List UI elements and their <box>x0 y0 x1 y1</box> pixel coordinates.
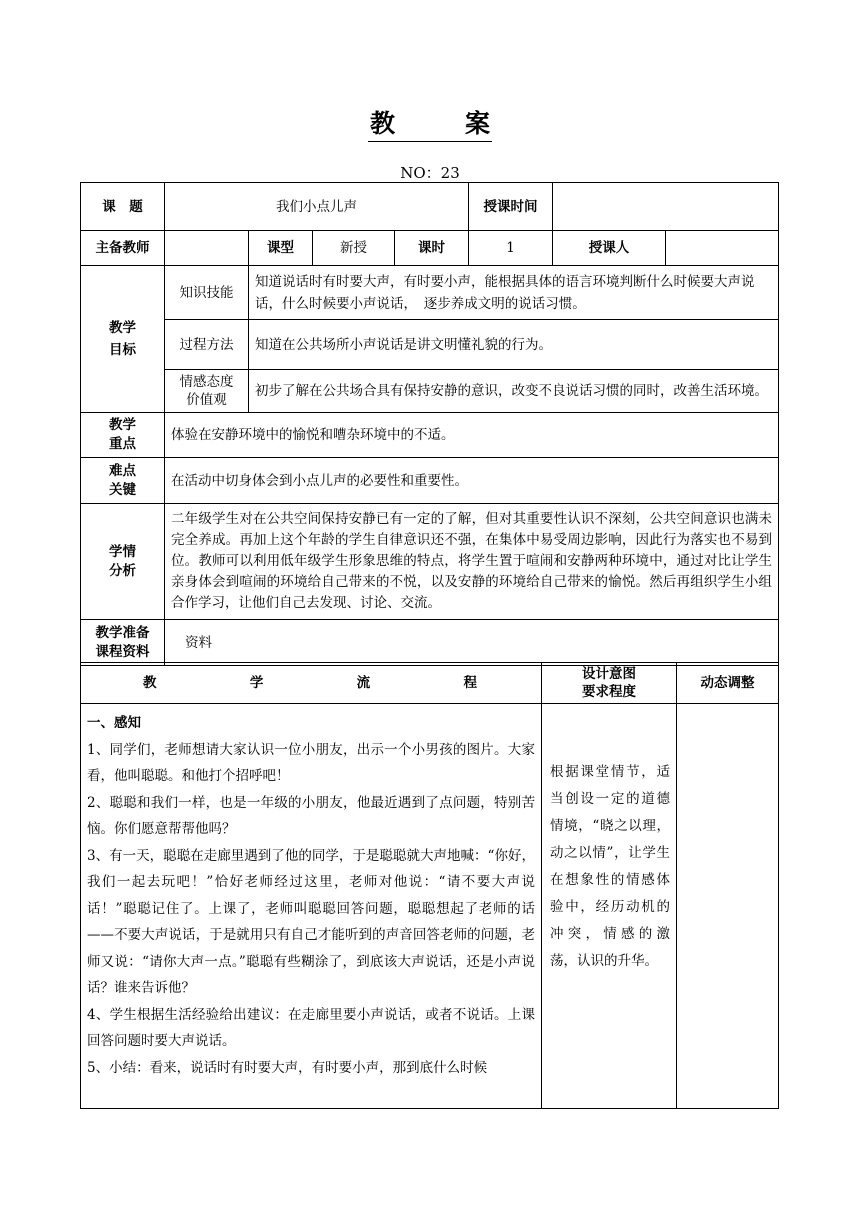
type-label: 课型 <box>249 231 313 266</box>
process-header-char: 学 <box>249 675 264 691</box>
key-points-row <box>81 413 779 458</box>
process-header-char: 流 <box>356 675 371 691</box>
process-header-char: 教 <box>143 675 157 691</box>
instructor-value[interactable] <box>666 231 779 266</box>
difficulties-text: 在活动中切身体会到小点儿声的必要性和重要性。 <box>165 458 779 504</box>
process-paragraph: 2、聪聪和我们一样，也是一年级的小朋友，他最近遇到了点问题，特别苦恼。你们愿意帮帮他吗？ <box>87 794 535 837</box>
title-right: 案 <box>465 109 491 138</box>
adjust-header: 动态调整 <box>677 663 779 704</box>
goal-process-label: 过程方法 <box>165 320 249 370</box>
process-header <box>81 663 542 704</box>
title-left: 教 <box>369 109 395 138</box>
goal-row-knowledge <box>81 266 779 320</box>
process-content <box>81 704 542 1109</box>
adjust-cell[interactable] <box>677 704 779 1109</box>
topic-row <box>81 183 779 231</box>
process-paragraph: 4、学生根据生活经验给出建议：在走廊里要小声说话，或者不说话。上课回答问题时要大声说话。 <box>87 1006 535 1049</box>
topic-label: 课 题 <box>81 183 165 231</box>
lead-teacher-label: 主备教师 <box>81 231 165 266</box>
document-number: NO：23 <box>400 164 460 182</box>
goal-row-attitude <box>81 370 779 413</box>
process-paragraph: 3、有一天，聪聪在走廊里遇到了他的同学，于是聪聪就大声地喊：“你好，我们一起去玩吧！”恰好老师经过这里，老师对他说：“请不要大声说话！”聪聪记住了。上课了，老师叫聪聪回答问题，聪聪想起了老师的话——不要大声说话，于是就用只有自己才能听到的声音回答老师的问题，老师又说：“请你大声一点。”聪聪有些糊涂了，到底该大声说话，还是小声说话？谁来告诉他？ <box>87 847 535 996</box>
topic-value: 我们小点儿声 <box>165 183 469 231</box>
period-label: 课时 <box>395 231 469 266</box>
process-paragraph: 5、小结：看来，说话时有时要大声，有时要小声，那到底什么时候 <box>87 1059 488 1076</box>
preparation-row <box>81 620 779 666</box>
flow-body-row <box>81 704 779 1109</box>
time-value[interactable] <box>553 183 779 231</box>
goal-attitude-text: 初步了解在公共场合具有保持安静的意识，改变不良说话习惯的同时，改善生活环境。 <box>249 370 779 413</box>
process-header-char: 程 <box>463 675 477 691</box>
goal-row-process <box>81 320 779 370</box>
period-value: 1 <box>469 231 553 266</box>
goals-label: 教学 目标 <box>81 266 165 413</box>
key-points-label: 教学 重点 <box>81 413 165 458</box>
type-value: 新授 <box>313 231 395 266</box>
intent-text: 根据课堂情节，适当创设一定的道德情境，“晓之以理，动之以情”，让学生在想象性的情感体验中，经历动机的冲突，情感的激荡，认识的升华。 <box>542 704 677 1109</box>
lesson-info-table <box>80 182 779 666</box>
goal-process-text: 知道在公共场所小声说话是讲文明懂礼貌的行为。 <box>249 320 779 370</box>
difficulties-label: 难点 关键 <box>81 458 165 504</box>
page-title <box>0 104 860 142</box>
goal-attitude-label: 情感态度 价值观 <box>165 370 249 413</box>
lead-teacher-value[interactable] <box>165 231 249 266</box>
time-label: 授课时间 <box>469 183 553 231</box>
analysis-label: 学情 分析 <box>81 504 165 620</box>
intent-header: 设计意图 要求程度 <box>542 663 677 704</box>
teacher-row <box>81 231 779 266</box>
instructor-label: 授课人 <box>553 231 666 266</box>
analysis-text: 二年级学生对在公共空间保持安静已有一定的了解，但对其重要性认识不深刻，公共空间意识也满未完全养成。再加上这个年龄的学生自律意识还不强，在集体中易受周边影响，因此行为落实也不易到位。教师可以利用低年级学生形象思维的特点，将学生置于喧闹和安静两种环境中，通过对比让学生亲身体会到喧闹的环境给自己带来的不悦，以及安静的环境给自己带来的愉悦。然后再组织学生小组合作学习，让他们自己去发现、讨论、交流。 <box>165 504 779 620</box>
section-heading: 一、感知 <box>87 715 141 731</box>
goal-knowledge-label: 知识技能 <box>165 266 249 320</box>
difficulties-row <box>81 458 779 504</box>
preparation-text: 资料 <box>165 620 779 666</box>
analysis-row <box>81 504 779 620</box>
flow-header-row <box>81 663 779 704</box>
preparation-label: 教学准备 课程资料 <box>81 620 165 666</box>
teaching-flow-table <box>80 662 779 1109</box>
process-paragraph: 1、同学们，老师想请大家认识一位小朋友，出示一个小男孩的图片。大家看，他叫聪聪。和他打个招呼吧！ <box>87 741 535 784</box>
key-points-text: 体验在安静环境中的愉悦和嘈杂环境中的不适。 <box>165 413 779 458</box>
goal-knowledge-text: 知道说话时有时要大声，有时要小声，能根据具体的语言环境判断什么时候要大声说话，什么时候要小声说话， 逐步养成文明的说话习惯。 <box>249 266 779 320</box>
